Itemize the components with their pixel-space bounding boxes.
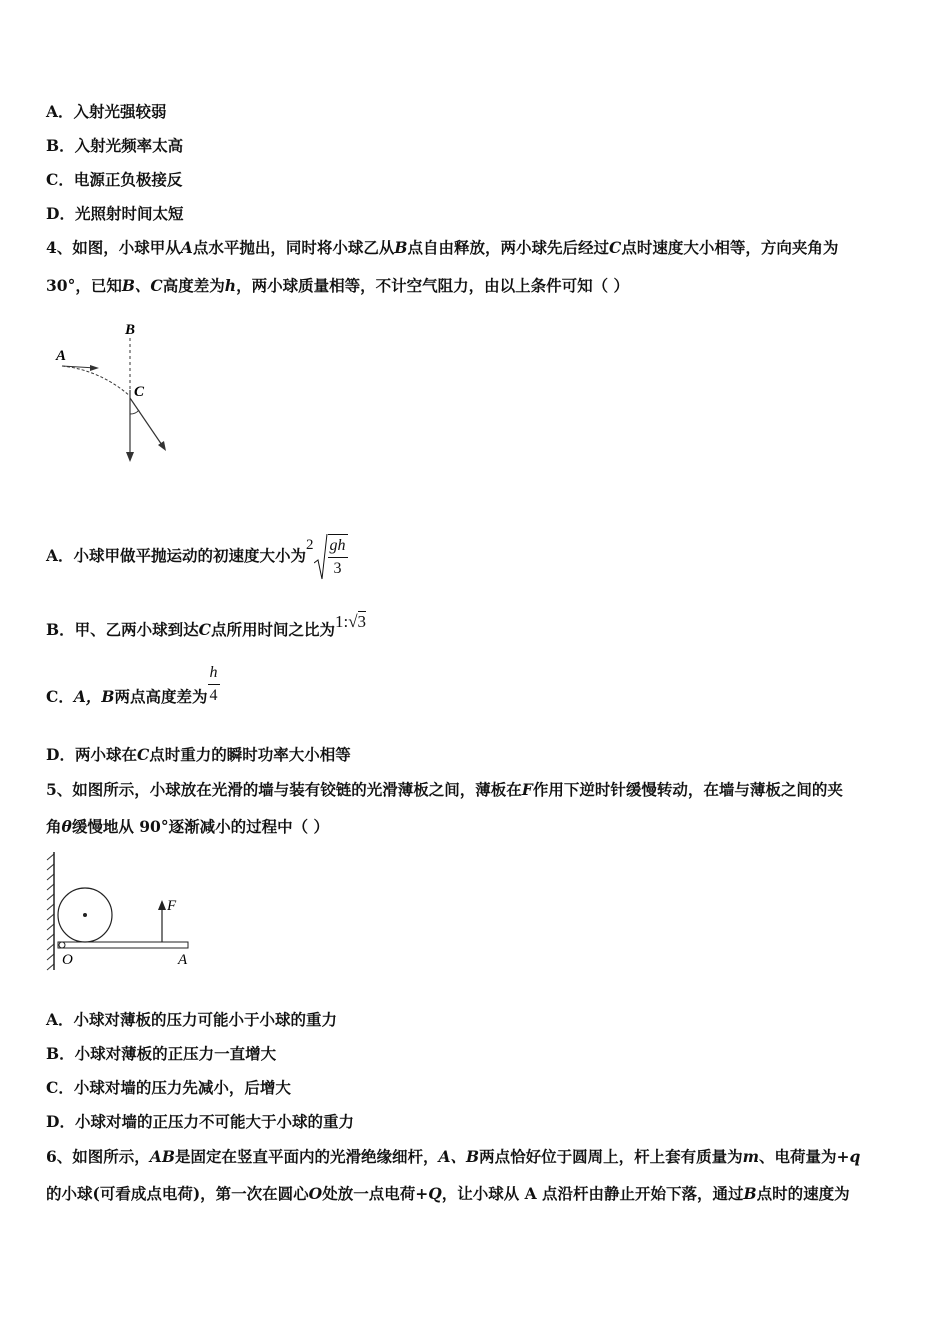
q5-hinge <box>59 942 65 948</box>
q4-option-a: A．小球甲做平抛运动的初速度大小为2 $\frac{gh}{3}$ <box>46 520 348 570</box>
q5-ball-center <box>83 913 87 917</box>
q5-figure-label-a: A <box>178 952 188 968</box>
q3-option-a: A．入射光强较弱 <box>46 102 167 121</box>
q3-option-b: B．入射光频率太高 <box>46 136 184 155</box>
q4-figure-label-b: B <box>125 322 136 338</box>
q5-figure-label-o: O <box>62 952 73 968</box>
q5-force-arrowhead <box>158 900 166 910</box>
q4-vertical-arrowhead <box>126 452 134 462</box>
q5-stem-line1: 5、如图所示，小球放在光滑的墙与装有铰链的光滑薄板之间，薄板在F作用下逆时针缓慢转动，在墙与薄板之间的夹 <box>46 780 843 799</box>
q5-option-a: A．小球对薄板的压力可能小于小球的重力 <box>46 1010 338 1029</box>
q4-stem-line1: 4、如图，小球甲从A点水平抛出，同时将小球乙从B点自由释放，两小球先后经过C点时速度大小相等，方向夹角为 <box>46 238 839 257</box>
q3-option-c: C．电源正负极接反 <box>46 170 183 189</box>
q4-stem-line2: 30°，已知B、C高度差为h，两小球质量相等，不计空气阻力，由以上条件可知（ ） <box>46 276 629 295</box>
q4-figure-label-a: A <box>56 348 67 364</box>
q5-stem-line2: 角θ缓慢地从 90°逐渐减小的过程中（ ） <box>46 817 329 836</box>
q5-option-b: B．小球对薄板的正压力一直增大 <box>46 1044 277 1063</box>
q4-figure <box>50 318 180 468</box>
sqrt-sign <box>314 533 328 581</box>
q4-oblique-arrowhead <box>158 441 166 451</box>
q5-figure <box>42 852 202 972</box>
q5-option-d: D．小球对墙的正压力不可能大于小球的重力 <box>46 1112 354 1131</box>
q4-figure-label-c: C <box>134 384 145 400</box>
q4-angle-arc <box>130 410 139 414</box>
q6-stem-line1: 6、如图所示，AB是固定在竖直平面内的光滑绝缘细杆，A、B两点恰好位于圆周上，杆上套有质量为m、电荷量为+q <box>46 1147 861 1166</box>
q5-option-c: C．小球对墙的压力先减小，后增大 <box>46 1078 291 1097</box>
q4-horizontal-arrowhead <box>90 365 99 371</box>
q5-board <box>58 942 188 948</box>
q5-wall-hatching <box>47 854 54 970</box>
q4-option-b: B．甲、乙两小球到达C点所用时间之比为1:√3 <box>46 612 367 639</box>
q4-option-d: D．两小球在C点时重力的瞬时功率大小相等 <box>46 745 351 764</box>
q5-figure-label-f: F <box>167 898 177 914</box>
q6-stem-line2: 的小球(可看成点电荷)，第一次在圆心O处放一点电荷+Q，让小球从 A 点沿杆由静止开始下落，通过B点时的速度为 <box>46 1184 850 1203</box>
q4-trajectory <box>62 366 130 396</box>
q4-oblique-velocity <box>130 398 164 448</box>
q4-option-c: C．A，B两点高度差为 $\frac{h}{4}$ <box>46 664 218 706</box>
q3-option-d: D．光照射时间太短 <box>46 204 184 223</box>
